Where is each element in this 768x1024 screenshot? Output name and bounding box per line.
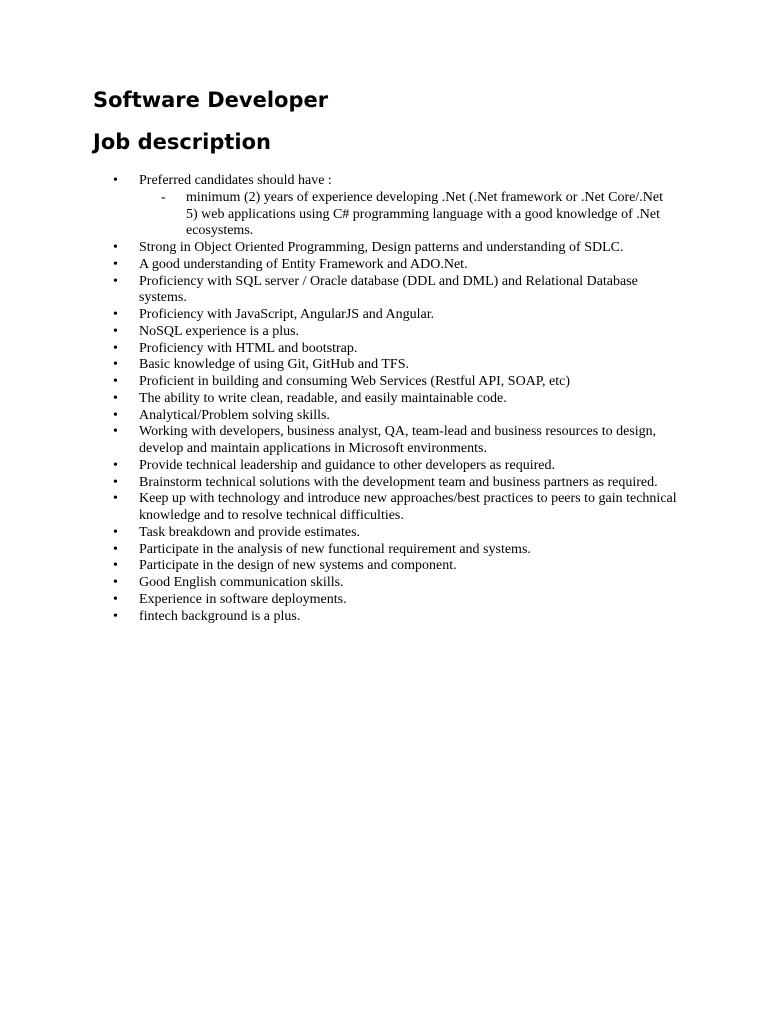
list-item: [0, 525, 684, 542]
list-item-text: NoSQL experience is a plus.: [139, 323, 300, 339]
section-heading: Job description: [93, 130, 272, 154]
list-item: [0, 374, 684, 391]
bullet-icon: •: [113, 575, 118, 590]
list-item: [0, 173, 684, 240]
bullet-icon: •: [113, 457, 118, 473]
bullet-icon: •: [113, 307, 118, 322]
list-item-text: Strong in Object Oriented Programming, Design patterns and understanding of SDLC.: [139, 240, 624, 255]
list-item: [0, 274, 684, 308]
list-item: [0, 240, 684, 257]
list-item-text: Participate in the design of new systems and component.: [139, 558, 457, 574]
list-item-text: Proficiency with SQL server / Oracle database (DDL and DML) and Relational Database systems.: [139, 273, 638, 306]
bullet-icon: •: [113, 323, 118, 339]
list-item: [0, 575, 684, 592]
bullet-icon: •: [113, 173, 118, 188]
bullet-icon: •: [113, 407, 118, 423]
list-item: [0, 475, 684, 492]
dash-icon: -: [161, 189, 166, 205]
list-item-text: Proficiency with HTML and bootstrap.: [139, 340, 358, 356]
sub-list: [139, 190, 684, 240]
list-item-text: Basic knowledge of using Git, GitHub and TFS.: [139, 357, 410, 373]
list-item-text: Proficient in building and consuming Web Services (Restful API, SOAP, etc): [139, 374, 571, 389]
list-item-text: Analytical/Problem solving skills.: [139, 407, 330, 423]
bullet-icon: •: [113, 591, 118, 607]
list-item-text: Provide technical leadership and guidance to other developers as required.: [139, 457, 555, 473]
bullet-icon: •: [113, 541, 118, 557]
list-item-text: The ability to write clean, readable, and easily maintainable code.: [139, 390, 507, 406]
bullet-icon: •: [113, 608, 118, 624]
list-item: [0, 491, 684, 525]
list-item: [0, 424, 684, 458]
list-item-text: fintech background is a plus.: [139, 608, 301, 624]
list-item: [0, 391, 684, 408]
list-item: [0, 257, 684, 274]
list-item: [0, 592, 684, 609]
list-item: [0, 542, 684, 559]
list-item: [0, 609, 684, 626]
bullet-icon: •: [113, 374, 118, 389]
requirements-list: [0, 173, 768, 625]
list-item: [0, 324, 684, 341]
bullet-icon: •: [113, 524, 118, 540]
list-item-text: Experience in software deployments.: [139, 591, 347, 607]
page-title: Software Developer: [93, 88, 329, 112]
list-item-text: Brainstorm technical solutions with the development team and business partners as required.: [139, 474, 658, 490]
list-item: [0, 458, 684, 475]
list-item: [0, 408, 684, 425]
list-item-text: Task breakdown and provide estimates.: [139, 524, 361, 540]
sub-list-item-text: minimum (2) years of experience developing .Net (.Net framework or .Net Core/.Net 5) web applications using C# programming language with a good knowledge of .Net ecosystems.: [186, 189, 663, 239]
bullet-icon: •: [113, 357, 118, 373]
list-item: [0, 341, 684, 358]
list-item-text: Good English communication skills.: [139, 575, 344, 590]
bullet-icon: •: [113, 558, 118, 574]
list-item-text: Participate in the analysis of new functional requirement and systems.: [139, 541, 531, 557]
bullet-icon: •: [113, 240, 118, 255]
list-item: [0, 307, 684, 324]
list-item-text: A good understanding of Entity Framework and ADO.Net.: [139, 256, 468, 272]
list-item: [0, 558, 684, 575]
sub-list-item: [161, 189, 676, 240]
list-item-text: Preferred candidates should have :: [139, 173, 332, 188]
list-item-text: Working with developers, business analyst, QA, team-lead and business resources to design, develop and maintain applications in Microsoft environments.: [139, 424, 657, 456]
list-item-text: Keep up with technology and introduce new approaches/best practices to peers to gain technical knowledge and to resolve technical difficulties.: [139, 491, 677, 523]
bullet-icon: •: [113, 390, 118, 406]
bullet-icon: •: [113, 424, 118, 440]
bullet-icon: •: [113, 491, 118, 507]
bullet-icon: •: [113, 256, 118, 272]
list-item-text: Proficiency with JavaScript, AngularJS and Angular.: [139, 307, 435, 322]
bullet-icon: •: [113, 474, 118, 490]
list-item: [0, 357, 684, 374]
bullet-icon: •: [113, 340, 118, 356]
bullet-icon: •: [113, 273, 118, 289]
